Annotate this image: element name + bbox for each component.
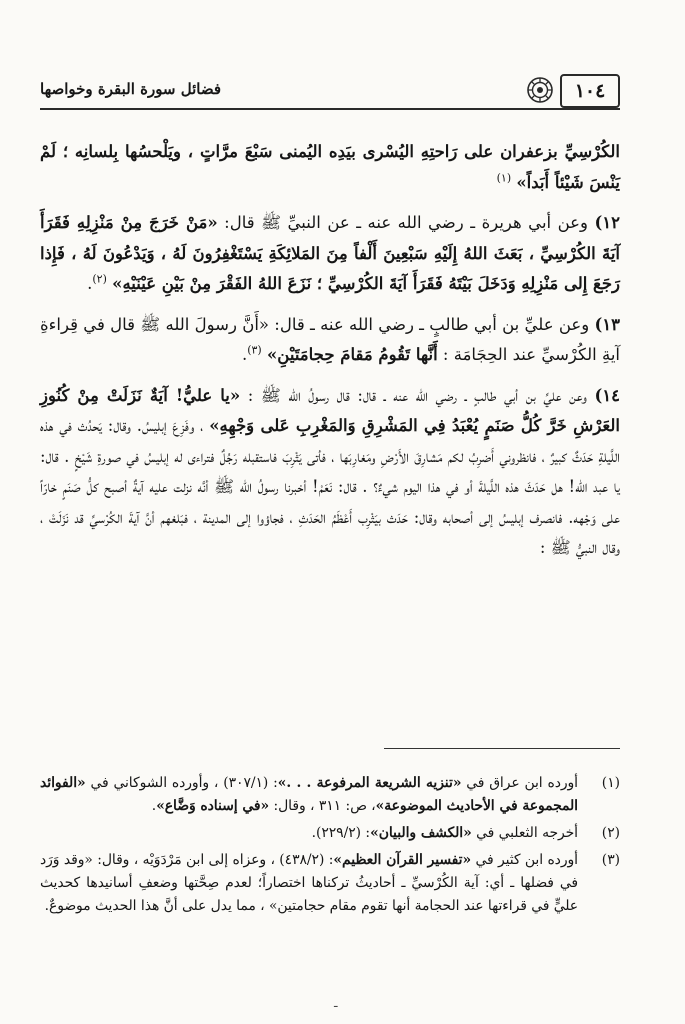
- punctuation: .: [87, 274, 93, 293]
- narration-text: وعن عليِّ بن أبي طالبٍ ـ رضي الله عنه ـ قال:: [274, 314, 590, 334]
- footnote-segment: : (٤٣٨/٢) ، وعزاه إلى ابن مَرْدَوَيْه ، وقال: «وقد وَرَد في فضلها ـ أي: آية الكُرْسيِّ ـ أحاديثُ تركناها اختصاراً؛ لعدم صِحَّتها وضعفِ أسانيدها كحديث عليٍّ في قراءتها عند الحجامة أنها تقوم مقام حجامتين» ، مما يدل على أنَّ هذا الحديث موضوعٌ.: [40, 852, 578, 914]
- narration-text: وعن أبي هريرة ـ رضي الله عنه ـ عن النبيِّ ﷺ قال:: [224, 213, 588, 232]
- footer-mark: ـ: [334, 996, 338, 1010]
- page-number: ١٠٤: [560, 74, 620, 108]
- narration-text: ، وفَزِعَ إبليسُ. وقال: يَحدُث في هذه اللَّيلةِ حَدَثٌ كبيرٌ ، فانظروني أَضرِبُ لكم مَشارِقَ الأَرْضِ ومَغارِبَها ، فأتى يَثْرِبَ فاستقبله رَجُلٌ فتراءى له إبليسُ في صورةِ شَيْخٍ . قال: يا عبد الله! هل حَدَثَ هذه اللَّيلةَ أو في هذا اليوم شيءٌ؟ . قال: نَعَمْ! أخبرنا رسولُ الله ﷺ أنَّه نزلت عليه آيةٌ أصبح كلُّ صَنَمٍ خارّاً على وَجْهه. فانصرف إبليسُ إلى أصحابه وقال: حَدَث بيَثْرِب أَعْظَمُ الحَدَثِ ، فجاؤوا إلى المدينة ، فبَلغهم أنَّ آيةَ الكُرْسيِّ قد نَزَلَتْ ، وقال النبيُّ ﷺ :: [40, 416, 620, 557]
- footnote-segment: .: [151, 798, 157, 814]
- footnote-ref: (١): [496, 171, 512, 184]
- narration-text: «أَنَّ رسولَ الله ﷺ قال في قِراءةِ آيةِ الكُرْسيِّ عند الحِجَامَة :: [40, 314, 620, 364]
- footnote-segment: : (٢٢٩/٢).: [311, 825, 371, 841]
- hadith-text: «يا عليُّ! آيَةٌ نَزَلَتْ مِنْ كُنُوزِ العَرْشِ خَرَّ كُلُّ صَنَمٍ يُعْبَدُ فِي المَشْرِقِ وَالمَغْرِبِ عَلى وَجْهِهِ»: [40, 385, 620, 435]
- footnote-segment: أورده ابن كثير في: [471, 852, 578, 868]
- footnote-item: [40, 849, 620, 918]
- footnote-number: (٢): [601, 825, 620, 841]
- paragraph-13: [40, 310, 620, 371]
- punctuation: .: [241, 345, 248, 364]
- item-number: ١٤): [594, 385, 621, 405]
- footnote-ref: (٢): [92, 272, 107, 286]
- item-number: ١٢): [594, 213, 620, 232]
- header-rule: [40, 108, 620, 110]
- footnote-item: [40, 772, 620, 818]
- hadith-text: أَنَّها تَقُومُ مَقامَ حِجامَتَيْنِ»: [266, 345, 438, 364]
- footnote-number: (٣): [601, 852, 620, 868]
- book-title: «الفوائد المجموعة في الأحاديث الموضوعة»: [40, 775, 578, 814]
- footnotes: [40, 772, 620, 922]
- page-header: [40, 70, 620, 112]
- paragraph-continuation: [40, 137, 620, 198]
- footnote-segment: ، ص: ٣١١ ، وقال:: [269, 798, 376, 814]
- book-title: «تفسير القرآن العظيم»: [333, 852, 472, 868]
- paragraph-14: [40, 381, 620, 564]
- running-title: فضائل سورة البقرة وخواصها: [40, 80, 222, 98]
- footnote-segment: : (٣٠٧/١) ، وأورده الشوكاني في: [85, 775, 278, 791]
- footnote-text: [40, 849, 578, 918]
- footnote-text: [40, 772, 578, 818]
- hadith-text: الكُرْسِيِّ بزعفران على رَاحتِهِ اليُسْرى بيَدِه اليُمنى سَبْعَ مرَّاتٍ ، ويَلْحسُها بِلسانِه ؛ لَمْ يَنْسَ شَيْئاً أَبَداً»: [40, 142, 620, 192]
- item-number: ١٣): [594, 314, 621, 334]
- footnote-segment: أخرجه الثعلبي في: [471, 825, 578, 841]
- footnote-item: [40, 822, 620, 845]
- main-text: [40, 137, 620, 574]
- footnote-divider: [384, 748, 620, 749]
- paragraph-12: [40, 208, 620, 300]
- footnote-segment: أورده ابن عراق في: [461, 775, 578, 791]
- footnote-number: (١): [601, 775, 620, 791]
- footnote-ref: (٣): [247, 343, 262, 357]
- book-title: «الكشف والبيان»: [370, 825, 472, 841]
- narration-text: وعن عليِّ بن أبي طالبٍ ـ رضي الله عنه ـ قال: قال رسولُ الله ﷺ :: [247, 385, 587, 405]
- quoted-verdict: «في إسناده وَضَّاع»: [156, 798, 270, 814]
- rosette-ornament-icon: [526, 76, 554, 104]
- footnote-text: [40, 822, 578, 845]
- hadith-text: «مَنْ خَرَجَ مِنْ مَنْزِلِهِ فَقَرَأَ آيَةَ الكُرْسِيِّ ، بَعَثَ اللهُ إِلَيْهِ سَبْعِينَ أَلْفاً مِنَ المَلائِكَةِ يَسْتَغْفِرُونَ لَهُ ، وَيَدْعُونَ لَهُ ، فَإِذا رَجَعَ إِلى مَنْزِلِهِ وَدَخَلَ بَيْتَهُ فَقَرَأَ آيَةَ الكُرْسِيِّ ؛ نَزَعَ اللهُ الفَقْرَ مِنْ بَيْنِ عَيْنَيْهِ»: [40, 213, 620, 293]
- book-title: «تنزيه الشريعة المرفوعة . . .»: [277, 775, 462, 791]
